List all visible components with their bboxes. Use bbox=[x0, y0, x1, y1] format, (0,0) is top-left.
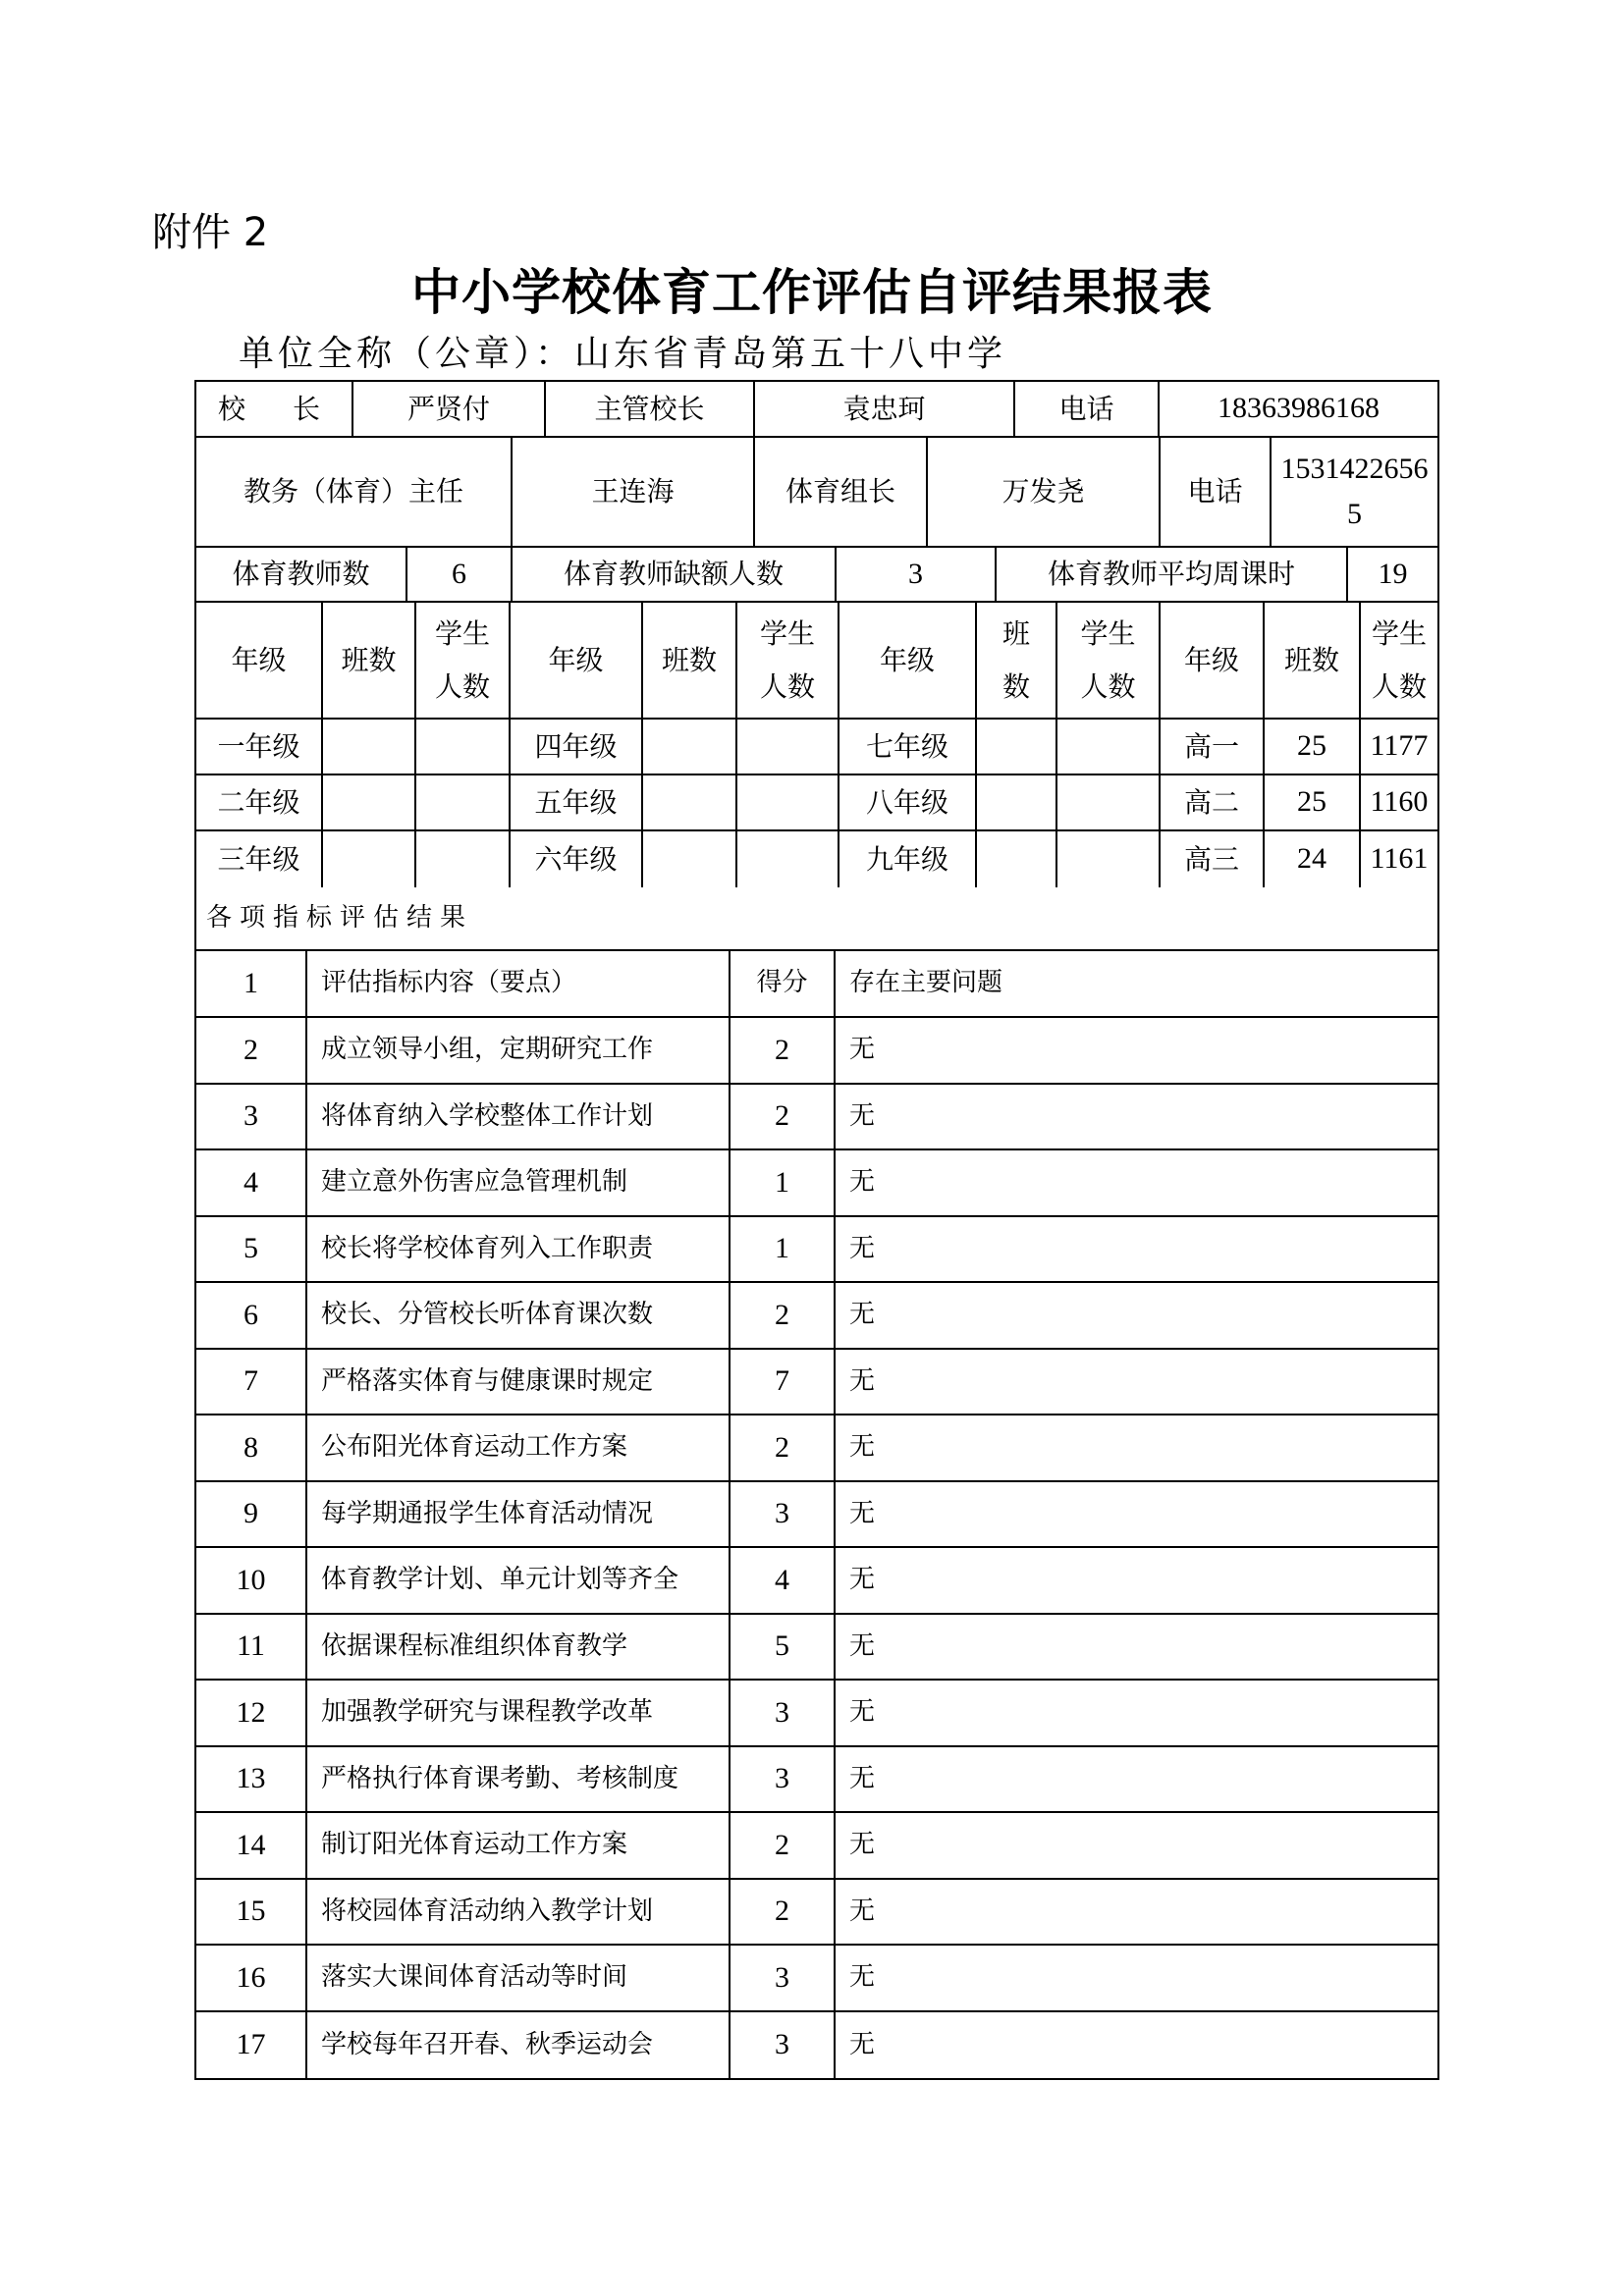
grade-students-cell bbox=[416, 720, 511, 774]
leaders-row bbox=[196, 382, 1437, 438]
weekly-hours-label: 体育教师平均周课时 bbox=[997, 548, 1348, 601]
result-score: 3 bbox=[731, 1747, 836, 1812]
result-row bbox=[196, 1880, 1437, 1947]
result-problems: 无 bbox=[849, 1962, 876, 1993]
grade-students-cell: 1161 bbox=[1370, 842, 1429, 876]
result-no: 3 bbox=[196, 1085, 307, 1149]
result-score: 2 bbox=[731, 1018, 836, 1083]
grade-students-cell bbox=[416, 831, 511, 887]
grade-classes-cell bbox=[643, 831, 737, 887]
directors-phone bbox=[1272, 438, 1437, 546]
result-score: 3 bbox=[731, 1946, 836, 2010]
result-content: 依据课程标准组织体育教学 bbox=[307, 1615, 731, 1680]
result-row bbox=[196, 1415, 1437, 1482]
grade-classes-cell: 25 bbox=[1265, 775, 1361, 829]
grade-classes-cell bbox=[323, 720, 416, 774]
result-row bbox=[196, 1150, 1437, 1217]
directors-phone-line2: 5 bbox=[1347, 498, 1362, 530]
students-header-line1: 学生 bbox=[1371, 617, 1427, 651]
grade-classes-cell: 24 bbox=[1265, 831, 1361, 887]
result-row bbox=[196, 1085, 1437, 1151]
result-row bbox=[196, 1018, 1437, 1085]
teacher-count: 6 bbox=[407, 548, 513, 601]
classes-header bbox=[977, 603, 1057, 718]
grade-grade-cell: 高一 bbox=[1161, 720, 1265, 774]
grade-header: 年级 bbox=[511, 603, 643, 718]
students-header bbox=[1057, 603, 1161, 718]
grade-grade-cell: 一年级 bbox=[196, 720, 323, 774]
result-problems: 无 bbox=[849, 1763, 876, 1793]
result-problems: 无 bbox=[849, 2029, 876, 2059]
result-no: 14 bbox=[196, 1813, 307, 1878]
grade-header: 年级 bbox=[196, 603, 323, 718]
result-no: 2 bbox=[196, 1018, 307, 1083]
results-header-content: 评估指标内容（要点） bbox=[307, 951, 731, 1016]
result-row bbox=[196, 1681, 1437, 1747]
result-no: 16 bbox=[196, 1946, 307, 2010]
result-problems: 无 bbox=[849, 1630, 876, 1661]
result-score: 2 bbox=[731, 1415, 836, 1480]
grade-classes-cell bbox=[323, 775, 416, 829]
grade-students-cell bbox=[737, 775, 839, 829]
students-header-line2: 人数 bbox=[434, 669, 490, 703]
group-leader-name: 万发尧 bbox=[928, 438, 1161, 546]
results-section-row bbox=[196, 887, 1437, 951]
grade-students-cell: 1177 bbox=[1370, 729, 1429, 763]
grade-grade-cell: 三年级 bbox=[196, 831, 323, 887]
result-row bbox=[196, 1813, 1437, 1880]
grade-students-cell bbox=[1057, 720, 1161, 774]
result-content: 落实大课间体育活动等时间 bbox=[307, 1946, 731, 2010]
classes-header: 班数 bbox=[1265, 603, 1361, 718]
attachment-label: 附件 2 bbox=[152, 210, 269, 255]
page-title: 中小学校体育工作评估自评结果报表 bbox=[411, 264, 1213, 321]
result-score: 1 bbox=[731, 1150, 836, 1215]
result-row bbox=[196, 1548, 1437, 1615]
grade-grade-cell: 八年级 bbox=[839, 775, 977, 829]
students-header-line2: 人数 bbox=[759, 669, 815, 703]
result-content: 严格落实体育与健康课时规定 bbox=[307, 1350, 731, 1415]
result-content: 制订阳光体育运动工作方案 bbox=[307, 1813, 731, 1878]
result-row bbox=[196, 1283, 1437, 1350]
result-score: 7 bbox=[731, 1350, 836, 1415]
vice-principal-label: 主管校长 bbox=[546, 382, 755, 436]
grade-students-cell bbox=[1057, 831, 1161, 887]
principal-label: 校 长 bbox=[196, 382, 353, 436]
result-problems: 无 bbox=[849, 1498, 876, 1528]
grade-classes-cell bbox=[977, 775, 1057, 829]
result-problems: 无 bbox=[849, 1565, 876, 1595]
grade-classes-cell: 25 bbox=[1265, 720, 1361, 774]
result-no: 9 bbox=[196, 1482, 307, 1547]
students-header-line2: 人数 bbox=[1080, 669, 1136, 703]
result-content: 严格执行体育课考勤、考核制度 bbox=[307, 1747, 731, 1812]
teacher-shortage: 3 bbox=[837, 548, 997, 601]
grade-grade-cell: 四年级 bbox=[511, 720, 643, 774]
result-content: 体育教学计划、单元计划等齐全 bbox=[307, 1548, 731, 1613]
result-content: 建立意外伤害应急管理机制 bbox=[307, 1150, 731, 1215]
unit-line bbox=[239, 326, 1006, 376]
result-problems: 无 bbox=[849, 1035, 876, 1065]
teachers-row bbox=[196, 548, 1437, 603]
students-header bbox=[1361, 603, 1437, 718]
result-problems: 无 bbox=[849, 1167, 876, 1198]
director-name: 王连海 bbox=[513, 438, 755, 546]
leaders-phone: 18363986168 bbox=[1218, 392, 1380, 425]
grade-students-cell bbox=[416, 775, 511, 829]
result-content: 学校每年召开春、秋季运动会 bbox=[307, 2012, 731, 2079]
principal-name: 严贤付 bbox=[353, 382, 546, 436]
directors-phone-label: 电话 bbox=[1161, 438, 1272, 546]
students-header-line1: 学生 bbox=[434, 617, 490, 651]
result-problems: 无 bbox=[849, 1100, 876, 1131]
grade-students-cell bbox=[737, 720, 839, 774]
grade-row bbox=[196, 775, 1437, 831]
grade-row bbox=[196, 831, 1437, 887]
grade-classes-cell bbox=[643, 720, 737, 774]
result-score: 2 bbox=[731, 1880, 836, 1945]
grade-header: 年级 bbox=[1161, 603, 1265, 718]
grade-grade-cell: 九年级 bbox=[839, 831, 977, 887]
students-header-line1: 学生 bbox=[1080, 617, 1136, 651]
result-row bbox=[196, 1946, 1437, 2012]
grade-grade-cell: 六年级 bbox=[511, 831, 643, 887]
classes-header-line1: 班 bbox=[1001, 617, 1030, 651]
grade-header: 年级 bbox=[839, 603, 977, 718]
result-no: 12 bbox=[196, 1681, 307, 1745]
result-row bbox=[196, 1217, 1437, 1284]
directors-row bbox=[196, 438, 1437, 548]
result-score: 3 bbox=[731, 1681, 836, 1745]
students-header bbox=[737, 603, 839, 718]
result-score: 2 bbox=[731, 1085, 836, 1149]
classes-header: 班数 bbox=[323, 603, 416, 718]
result-no: 7 bbox=[196, 1350, 307, 1415]
result-problems: 无 bbox=[849, 1432, 876, 1463]
results-header-row bbox=[196, 951, 1437, 1018]
result-content: 将体育纳入学校整体工作计划 bbox=[307, 1085, 731, 1149]
grade-grade-cell: 高三 bbox=[1161, 831, 1265, 887]
result-no: 17 bbox=[196, 2012, 307, 2079]
grade-classes-cell bbox=[643, 775, 737, 829]
result-no: 10 bbox=[196, 1548, 307, 1613]
students-header-line1: 学生 bbox=[759, 617, 815, 651]
report-table bbox=[194, 380, 1439, 2080]
result-row bbox=[196, 1482, 1437, 1549]
teacher-count-label: 体育教师数 bbox=[196, 548, 407, 601]
grade-classes-cell bbox=[977, 831, 1057, 887]
result-problems: 无 bbox=[849, 1233, 876, 1263]
result-score: 2 bbox=[731, 1813, 836, 1878]
result-content: 将校园体育活动纳入教学计划 bbox=[307, 1880, 731, 1945]
grade-students-cell bbox=[1057, 775, 1161, 829]
unit-label: 单位全称（公章）： bbox=[239, 334, 575, 374]
result-score: 1 bbox=[731, 1217, 836, 1282]
result-problems: 无 bbox=[849, 1697, 876, 1728]
weekly-hours: 19 bbox=[1378, 557, 1408, 590]
students-header-line2: 人数 bbox=[1371, 669, 1427, 703]
grade-grade-cell: 高二 bbox=[1161, 775, 1265, 829]
result-score: 5 bbox=[731, 1615, 836, 1680]
results-header-no: 1 bbox=[196, 951, 307, 1016]
grade-students-cell bbox=[737, 831, 839, 887]
result-no: 13 bbox=[196, 1747, 307, 1812]
teacher-shortage-label: 体育教师缺额人数 bbox=[513, 548, 837, 601]
result-row bbox=[196, 2012, 1437, 2079]
result-score: 3 bbox=[731, 2012, 836, 2079]
result-no: 8 bbox=[196, 1415, 307, 1480]
grade-classes-cell bbox=[977, 720, 1057, 774]
result-row bbox=[196, 1747, 1437, 1814]
results-header-score: 得分 bbox=[731, 951, 836, 1016]
result-problems: 无 bbox=[849, 1365, 876, 1396]
result-content: 加强教学研究与课程教学改革 bbox=[307, 1681, 731, 1745]
directors-phone-line1: 1531422656 bbox=[1280, 452, 1429, 485]
result-row bbox=[196, 1615, 1437, 1682]
results-header-problems: 存在主要问题 bbox=[849, 968, 1003, 998]
result-content: 公布阳光体育运动工作方案 bbox=[307, 1415, 731, 1480]
result-no: 11 bbox=[196, 1615, 307, 1680]
result-problems: 无 bbox=[849, 1896, 876, 1926]
director-label: 教务（体育）主任 bbox=[196, 438, 513, 546]
classes-header: 班数 bbox=[643, 603, 737, 718]
unit-value: 山东省青岛第五十八中学 bbox=[574, 334, 1007, 374]
result-no: 15 bbox=[196, 1880, 307, 1945]
result-row bbox=[196, 1350, 1437, 1416]
grade-grade-cell: 七年级 bbox=[839, 720, 977, 774]
leaders-phone-label: 电话 bbox=[1015, 382, 1160, 436]
vice-principal-name: 袁忠珂 bbox=[755, 382, 1015, 436]
grade-classes-cell bbox=[323, 831, 416, 887]
result-score: 3 bbox=[731, 1482, 836, 1547]
result-problems: 无 bbox=[849, 1830, 876, 1860]
result-problems: 无 bbox=[849, 1300, 876, 1330]
result-content: 校长、分管校长听体育课次数 bbox=[307, 1283, 731, 1348]
result-score: 4 bbox=[731, 1548, 836, 1613]
result-score: 2 bbox=[731, 1283, 836, 1348]
result-no: 5 bbox=[196, 1217, 307, 1282]
grade-grade-cell: 二年级 bbox=[196, 775, 323, 829]
result-content: 校长将学校体育列入工作职责 bbox=[307, 1217, 731, 1282]
grade-row bbox=[196, 720, 1437, 775]
group-leader-label: 体育组长 bbox=[755, 438, 928, 546]
result-no: 4 bbox=[196, 1150, 307, 1215]
classes-header-line2: 数 bbox=[1001, 669, 1030, 703]
grade-header-row bbox=[196, 603, 1437, 720]
result-no: 6 bbox=[196, 1283, 307, 1348]
result-content: 成立领导小组，定期研究工作 bbox=[307, 1018, 731, 1083]
students-header bbox=[416, 603, 511, 718]
grade-students-cell: 1160 bbox=[1370, 785, 1429, 819]
result-content: 每学期通报学生体育活动情况 bbox=[307, 1482, 731, 1547]
grade-grade-cell: 五年级 bbox=[511, 775, 643, 829]
results-section-label: 各项指标评估结果 bbox=[206, 902, 474, 933]
